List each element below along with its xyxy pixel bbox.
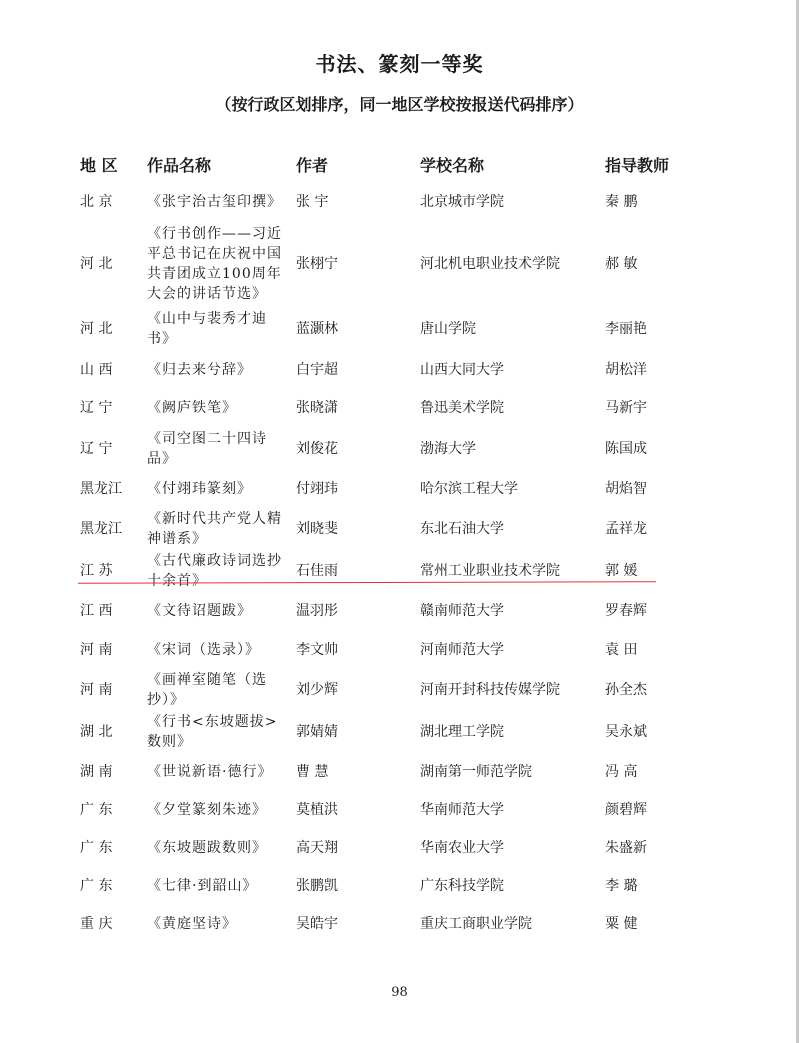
table-row: [0, 591, 799, 631]
table-row: [0, 669, 799, 711]
cell-author: 吴皓宇: [296, 916, 338, 932]
cell-author: 温羽彤: [296, 603, 338, 619]
cell-school: 湖北理工学院: [420, 724, 504, 740]
cell-work: 《东坡题跋数则》: [147, 840, 267, 856]
cell-school: 河南师范大学: [420, 642, 504, 658]
cell-work: 《司空图二十四诗品》: [147, 431, 267, 467]
cell-school: 渤海大学: [420, 441, 476, 457]
cell-region: 湖 南: [80, 764, 113, 780]
cell-teacher: 朱盛新: [605, 840, 647, 856]
cell-school: 重庆工商职业学院: [420, 916, 532, 932]
table-row: [0, 221, 799, 307]
cell-author: 蓝灏林: [296, 321, 338, 337]
cell-teacher: 罗春辉: [605, 603, 647, 619]
cell-school: 赣南师范大学: [420, 603, 504, 619]
table-row: [0, 631, 799, 669]
cell-author: 张栩宁: [296, 256, 338, 272]
cell-teacher: 粟 健: [605, 916, 638, 932]
cell-author: 曹 慧: [296, 764, 329, 780]
table-row: [0, 351, 799, 389]
cell-region: 山 西: [80, 362, 113, 378]
cell-author: 刘俊花: [296, 441, 338, 457]
cell-region: 江 苏: [80, 563, 113, 579]
cell-work: 《画禅室随笔（选抄）》: [147, 672, 267, 708]
table-row: [0, 389, 799, 427]
cell-region: 河 北: [80, 256, 113, 272]
cell-region: 河 南: [80, 642, 113, 658]
cell-work: 《阙庐铁笔》: [147, 400, 237, 416]
cell-teacher: 袁 田: [605, 642, 638, 658]
page-title: 书法、篆刻一等奖: [315, 52, 484, 76]
table-row: [0, 551, 799, 591]
cell-work: 《世说新语·德行》: [147, 764, 273, 780]
cell-school: 山西大同大学: [420, 362, 504, 378]
cell-teacher: 冯 高: [605, 764, 638, 780]
cell-school: 北京城市学院: [420, 194, 504, 210]
cell-school: 河南开封科技传媒学院: [420, 682, 560, 698]
column-header-work: 作品名称: [147, 156, 212, 175]
cell-work: 《文待诏题跋》: [147, 603, 252, 619]
cell-author: 张晓潇: [296, 400, 338, 416]
cell-work: 《归去来兮辞》: [147, 362, 252, 378]
cell-region: 河 南: [80, 682, 113, 698]
cell-work: 《黄庭坚诗》: [147, 916, 237, 932]
table-row: [0, 905, 799, 943]
column-header-author: 作者: [296, 156, 329, 175]
table-row: [0, 307, 799, 351]
cell-teacher: 胡松洋: [605, 362, 647, 378]
cell-teacher: 孙全杰: [605, 682, 647, 698]
cell-region: 北 京: [80, 194, 113, 210]
cell-author: 张鹏凯: [296, 878, 338, 894]
award-table: [0, 183, 799, 943]
cell-region: 辽 宁: [80, 400, 113, 416]
cell-work: 《山中与裴秀才迪书》: [147, 311, 267, 347]
cell-work: 《古代廉政诗词选抄十余首》: [147, 553, 282, 589]
cell-author: 李文帅: [296, 642, 338, 658]
cell-teacher: 郝 敏: [605, 256, 638, 272]
cell-region: 广 东: [80, 878, 113, 894]
cell-author: 付翊玮: [296, 481, 338, 497]
column-header-region: 地 区: [80, 156, 118, 175]
cell-region: 黑龙江: [80, 521, 122, 537]
cell-teacher: 李丽艳: [605, 321, 647, 337]
cell-region: 江 西: [80, 603, 113, 619]
cell-work: 《夕堂篆刻朱迹》: [147, 802, 267, 818]
cell-author: 莫植洪: [296, 802, 338, 818]
cell-teacher: 郭 媛: [605, 563, 638, 579]
table-row: [0, 791, 799, 829]
cell-author: 刘晓斐: [296, 521, 338, 537]
cell-school: 哈尔滨工程大学: [420, 481, 518, 497]
cell-work: 《新时代共产党人精神谱系》: [147, 511, 282, 547]
table-row: [0, 427, 799, 471]
table-row: [0, 471, 799, 507]
cell-teacher: 秦 鹏: [605, 194, 638, 210]
cell-school: 湖南第一师范学院: [420, 764, 532, 780]
table-row: [0, 829, 799, 867]
table-row: [0, 507, 799, 551]
page-subtitle: （按行政区划排序，同一地区学校按报送代码排序）: [215, 95, 584, 114]
cell-teacher: 吴永斌: [605, 724, 647, 740]
table-header: [0, 153, 799, 177]
cell-work: 《张宇治古玺印撰》: [147, 194, 282, 210]
cell-teacher: 孟祥龙: [605, 521, 647, 537]
cell-school: 河北机电职业技术学院: [420, 256, 560, 272]
cell-school: 唐山学院: [420, 321, 476, 337]
cell-author: 张 宇: [296, 194, 329, 210]
cell-region: 辽 宁: [80, 441, 113, 457]
table-row: [0, 711, 799, 753]
cell-school: 广东科技学院: [420, 878, 504, 894]
cell-author: 高天翔: [296, 840, 338, 856]
cell-teacher: 陈国成: [605, 441, 647, 457]
table-row: [0, 753, 799, 791]
cell-region: 河 北: [80, 321, 113, 337]
column-header-school: 学校名称: [420, 156, 485, 175]
page-number: 98: [391, 985, 408, 1000]
cell-school: 东北石油大学: [420, 521, 504, 537]
cell-teacher: 马新宇: [605, 400, 647, 416]
table-row: [0, 183, 799, 221]
cell-region: 重 庆: [80, 916, 113, 932]
cell-work: 《宋词（选录）》: [147, 642, 260, 658]
cell-school: 鲁迅美术学院: [420, 400, 504, 416]
column-header-teacher: 指导教师: [605, 156, 670, 175]
cell-region: 广 东: [80, 802, 113, 818]
cell-teacher: 李 璐: [605, 878, 638, 894]
cell-work: 《付翊玮篆刻》: [147, 481, 252, 497]
cell-school: 华南师范大学: [420, 802, 504, 818]
cell-school: 华南农业大学: [420, 840, 504, 856]
cell-region: 广 东: [80, 840, 113, 856]
cell-work: 《行书<东坡题拔>数则》: [147, 714, 278, 750]
cell-region: 黑龙江: [80, 481, 122, 497]
cell-work: 《行书创作——习近平总书记在庆祝中国共青团成立100周年大会的讲话节选》: [147, 226, 282, 302]
cell-author: 郭婧婧: [296, 724, 338, 740]
cell-teacher: 胡焰智: [605, 481, 647, 497]
cell-author: 石佳雨: [296, 563, 338, 579]
table-row: [0, 867, 799, 905]
cell-school: 常州工业职业技术学院: [420, 563, 560, 579]
cell-author: 白宇超: [296, 362, 338, 378]
cell-teacher: 颜碧辉: [605, 802, 647, 818]
cell-work: 《七律·到韶山》: [147, 878, 258, 894]
cell-author: 刘少辉: [296, 682, 338, 698]
cell-region: 湖 北: [80, 724, 113, 740]
